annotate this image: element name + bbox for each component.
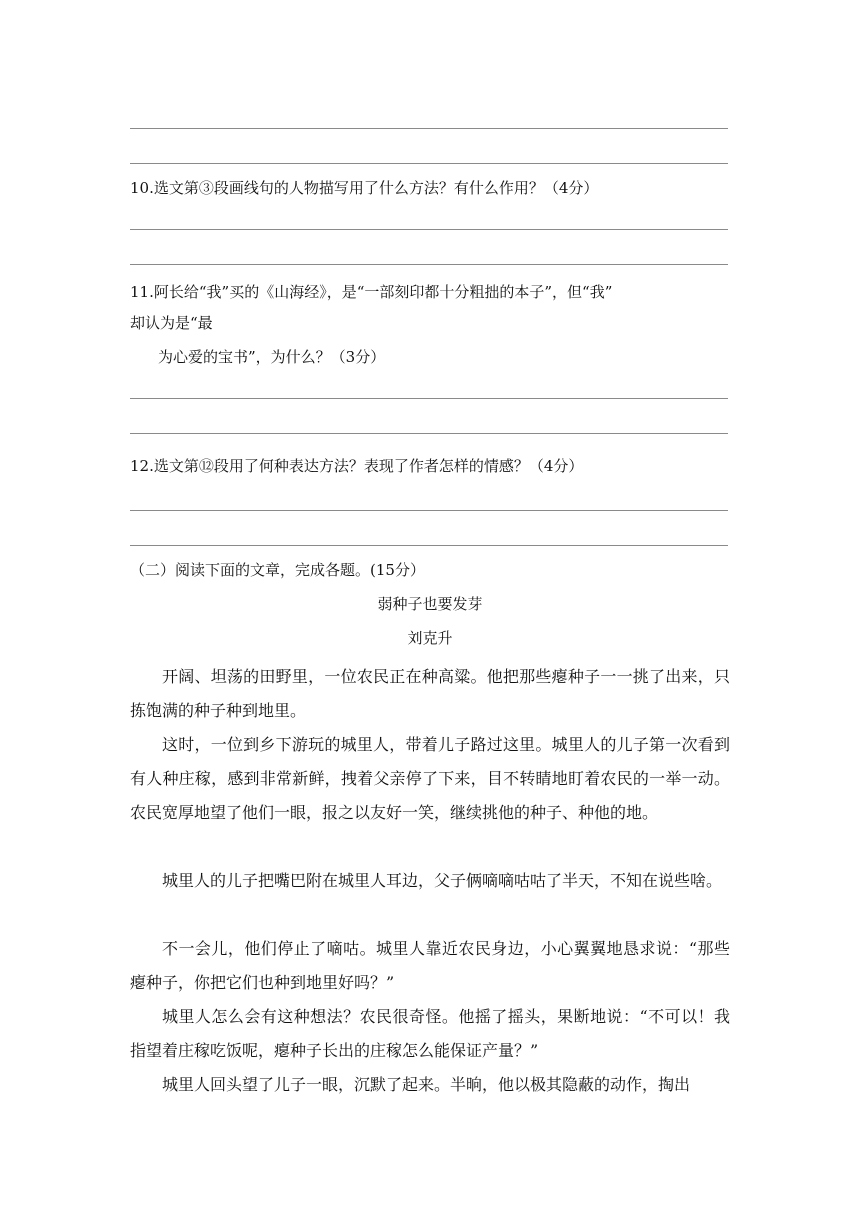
answer-line [130, 128, 728, 129]
paragraph-2: 这时，一位到乡下游玩的城里人，带着儿子路过这里。城里人的儿子第一次看到有人种庄稼，感到非常新鲜，拽着父亲停了下来，目不转睛地盯着农民的一举一动。农民宽厚地望了他们一眼，报之以友好一笑，继续挑他的种子、种他的地。 [130, 735, 730, 822]
question-11-line-2: 却认为是“最 [130, 314, 213, 332]
paragraph-3: 城里人的儿子把嘴巴附在城里人耳边，父子俩嘀嘀咕咕了半天，不知在说些啥。 [162, 871, 723, 890]
paragraph-4: 不一会儿，他们停止了嘀咕。城里人靠近农民身边，小心翼翼地恳求说：“那些瘪种子，你把它们也种到地里好吗？” [130, 939, 730, 992]
paragraph-1: 开阔、坦荡的田野里，一位农民正在种高粱。他把那些瘪种子一一挑了出来，只拣饱满的种子种到地里。 [130, 667, 730, 720]
answer-line [130, 510, 728, 511]
paragraph-6: 城里人回头望了儿子一眼，沉默了起来。半晌，他以极其隐蔽的动作，掏出 [162, 1075, 691, 1094]
answer-line [130, 398, 728, 399]
section-heading: （二）阅读下面的文章，完成各题。(15分） [130, 561, 425, 579]
answer-line [130, 163, 728, 164]
answer-line [130, 229, 728, 230]
article-title: 弱种子也要发芽 [377, 595, 483, 613]
answer-line [130, 545, 728, 546]
article-author: 刘克升 [407, 629, 453, 647]
question-11-line-3: 为心爱的宝书”，为什么？（3分） [158, 348, 386, 366]
answer-line [130, 433, 728, 434]
question-11-line-1: 11.阿长给“我”买的《山海经》，是“一部刻印都十分粗拙的本子”，但“我” [130, 283, 613, 301]
question-10: 10.选文第③段画线句的人物描写用了什么方法？有什么作用？（4分） [130, 179, 599, 197]
paragraph-5: 城里人怎么会有这种想法？农民很奇怪。他摇了摇头，果断地说：“不可以！我指望着庄稼吃饭呢，瘪种子长出的庄稼怎么能保证产量？” [130, 1007, 730, 1060]
answer-line [130, 264, 728, 265]
question-12: 12.选文第⑫段用了何种表达方法？表现了作者怎样的情感？（4分） [130, 457, 584, 475]
